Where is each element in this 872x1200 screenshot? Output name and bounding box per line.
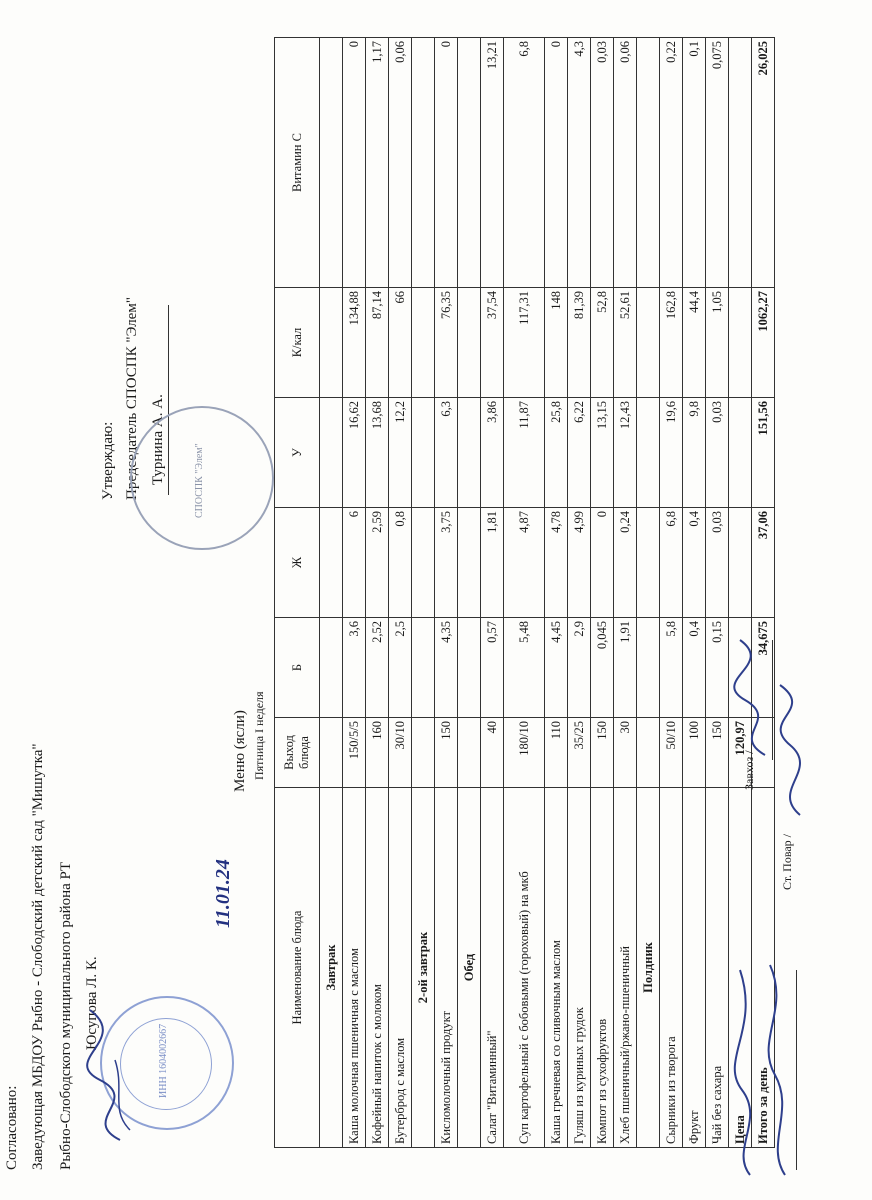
dish-name: Кисломолочный продукт	[435, 788, 458, 1148]
dish-name: Чай без сахара	[706, 788, 729, 1148]
value-cell: 19,6	[660, 398, 683, 508]
left-stamp-text: ИНН 1604002667	[158, 1023, 169, 1098]
value-cell: 162,8	[660, 288, 683, 398]
value-cell: 40	[481, 718, 504, 788]
right-stamp	[130, 406, 274, 550]
value-cell: 6,8	[660, 508, 683, 618]
empty-cell	[458, 618, 481, 718]
value-cell: 150/5/5	[343, 718, 366, 788]
value-cell: 9,8	[683, 398, 706, 508]
header-kcal: К/кал	[275, 288, 320, 398]
value-cell: 0,57	[481, 618, 504, 718]
value-cell: 12,2	[389, 398, 412, 508]
handwritten-date: 11.01.24	[212, 859, 234, 928]
value-cell: 0,1	[683, 38, 706, 288]
dish-name: Бутерброд с маслом	[389, 788, 412, 1148]
total-label: Итого за день	[752, 788, 775, 1148]
header-protein: Б	[275, 618, 320, 718]
empty-cell	[320, 288, 343, 398]
dish-name: Каша гречневая со сливочным маслом	[545, 788, 568, 1148]
dish-name: Фрукт	[683, 788, 706, 1148]
approved-label: Утверждаю:	[100, 421, 116, 500]
value-cell: 3,75	[435, 508, 458, 618]
value-cell: 0,075	[706, 38, 729, 288]
value-cell: 117,31	[504, 288, 545, 398]
table-row	[706, 38, 729, 1148]
section-title: Обед	[458, 788, 481, 1148]
empty-cell	[637, 718, 660, 788]
approved-position: Председатель СПОСПК "Элем"	[124, 297, 140, 500]
value-cell: 12,43	[614, 398, 637, 508]
empty-cell	[458, 288, 481, 398]
value-cell: 1,05	[706, 288, 729, 398]
section-row	[412, 38, 435, 1148]
value-cell: 0	[435, 38, 458, 288]
value-cell: 0,22	[660, 38, 683, 288]
value-cell: 44,4	[683, 288, 706, 398]
price-value: 120,97	[729, 718, 752, 788]
chef-signature	[770, 680, 830, 820]
empty-cell	[637, 288, 660, 398]
menu-title: Меню (ясли)	[232, 710, 248, 792]
value-cell: 0	[343, 38, 366, 288]
empty-cell	[729, 398, 752, 508]
value-cell: 16,62	[343, 398, 366, 508]
value-cell: 0,045	[591, 618, 614, 718]
value-cell: 150	[591, 718, 614, 788]
header-carbs: У	[275, 398, 320, 508]
section-title: Полдник	[637, 788, 660, 1148]
value-cell: 110	[545, 718, 568, 788]
dish-name: Суп картофельный с бобовыми (гороховый) на мкб	[504, 788, 545, 1148]
value-cell: 1,91	[614, 618, 637, 718]
empty-cell	[320, 38, 343, 288]
agreed-name: Юсупова Л. К.	[84, 956, 100, 1050]
table-row	[366, 38, 389, 1148]
value-cell: 150	[435, 718, 458, 788]
value-cell: 2,9	[568, 618, 591, 718]
empty-cell	[412, 508, 435, 618]
empty-cell	[458, 398, 481, 508]
value-cell: 0,03	[706, 398, 729, 508]
menu-subtitle: Пятница I неделя	[252, 691, 266, 780]
value-cell: 134,88	[343, 288, 366, 398]
value-cell: 0,4	[683, 618, 706, 718]
value-cell: 0,06	[389, 38, 412, 288]
value-cell: 0	[591, 508, 614, 618]
table-row	[504, 38, 545, 1148]
empty-cell	[412, 288, 435, 398]
value-cell: 1,17	[366, 38, 389, 288]
value-cell: 0,15	[706, 618, 729, 718]
value-cell: 150	[706, 718, 729, 788]
total-value: 1062,27	[752, 288, 775, 398]
dish-name: Каша молочная пшеничная с маслом	[343, 788, 366, 1148]
table-row	[614, 38, 637, 1148]
section-row	[637, 38, 660, 1148]
value-cell: 13,21	[481, 38, 504, 288]
table-header-row	[275, 38, 320, 1148]
value-cell: 0,03	[591, 38, 614, 288]
table-row	[683, 38, 706, 1148]
header-vitamin-c: Витамин С	[275, 38, 320, 288]
agreed-district: Рыбно-Слободского муниципального района РТ	[58, 861, 74, 1170]
agreed-position: Заведующая МБДОУ Рыбно - Слободский детский сад "Мишутка"	[30, 743, 46, 1170]
empty-cell	[637, 618, 660, 718]
value-cell: 3,86	[481, 398, 504, 508]
value-cell: 50/10	[660, 718, 683, 788]
dish-name: Гуляш из куриных грудок	[568, 788, 591, 1148]
value-cell: 3,6	[343, 618, 366, 718]
storekeeper-label: Завхоз /	[742, 750, 756, 790]
dish-name: Сырники из творога	[660, 788, 683, 1148]
empty-cell	[412, 718, 435, 788]
left-signature	[70, 1000, 150, 1150]
empty-cell	[637, 38, 660, 288]
dish-name: Кофейный напиток с молоком	[366, 788, 389, 1148]
value-cell: 148	[545, 288, 568, 398]
table-row	[660, 38, 683, 1148]
empty-cell	[458, 718, 481, 788]
menu-table	[274, 37, 775, 1148]
table-row	[481, 38, 504, 1148]
dish-name: Компот из сухофруктов	[591, 788, 614, 1148]
value-cell: 13,68	[366, 398, 389, 508]
value-cell: 4,78	[545, 508, 568, 618]
value-cell: 4,45	[545, 618, 568, 718]
value-cell: 4,35	[435, 618, 458, 718]
empty-cell	[729, 38, 752, 288]
value-cell: 5,48	[504, 618, 545, 718]
empty-cell	[458, 38, 481, 288]
value-cell: 6,3	[435, 398, 458, 508]
approved-name: Турнина А. А.	[150, 394, 166, 485]
value-cell: 6,8	[504, 38, 545, 288]
value-cell: 11,87	[504, 398, 545, 508]
value-cell: 52,8	[591, 288, 614, 398]
right-stamp-text: СПОСПК "Элем"	[194, 443, 205, 518]
header-dish: Наименование блюда	[275, 788, 320, 1148]
empty-cell	[729, 508, 752, 618]
value-cell: 4,3	[568, 38, 591, 288]
value-cell: 2,59	[366, 508, 389, 618]
section-row	[458, 38, 481, 1148]
value-cell: 0,8	[389, 508, 412, 618]
dish-name: Салат "Витаминный"	[481, 788, 504, 1148]
table-row	[343, 38, 366, 1148]
value-cell: 25,8	[545, 398, 568, 508]
empty-cell	[320, 508, 343, 618]
value-cell: 6,22	[568, 398, 591, 508]
total-value: 151,56	[752, 398, 775, 508]
empty-cell	[412, 618, 435, 718]
value-cell: 81,39	[568, 288, 591, 398]
total-value: 34,675	[752, 618, 775, 718]
value-cell: 1,81	[481, 508, 504, 618]
section-row	[320, 38, 343, 1148]
value-cell: 6	[343, 508, 366, 618]
value-cell: 13,15	[591, 398, 614, 508]
value-cell: 66	[389, 288, 412, 398]
value-cell: 100	[683, 718, 706, 788]
value-cell: 2,52	[366, 618, 389, 718]
empty-cell	[637, 508, 660, 618]
table-row	[435, 38, 458, 1148]
value-cell: 0,03	[706, 508, 729, 618]
value-cell: 37,54	[481, 288, 504, 398]
header-portion: Выход блюда	[275, 718, 320, 788]
total-value: 26,025	[752, 38, 775, 288]
value-cell: 180/10	[504, 718, 545, 788]
empty-cell	[458, 508, 481, 618]
table-row	[545, 38, 568, 1148]
value-cell: 76,35	[435, 288, 458, 398]
empty-cell	[320, 398, 343, 508]
header-fat: Ж	[275, 508, 320, 618]
price-label: Цена	[729, 788, 752, 1148]
value-cell: 52,61	[614, 288, 637, 398]
value-cell: 160	[366, 718, 389, 788]
table-row	[591, 38, 614, 1148]
section-title: 2-ой завтрак	[412, 788, 435, 1148]
chef-label: Ст. Повар /	[780, 833, 794, 890]
value-cell: 0	[545, 38, 568, 288]
section-title: Завтрак	[320, 788, 343, 1148]
value-cell: 87,14	[366, 288, 389, 398]
handwritten-names	[730, 960, 800, 1180]
value-cell: 4,99	[568, 508, 591, 618]
empty-cell	[412, 398, 435, 508]
value-cell: 5,8	[660, 618, 683, 718]
table-row	[389, 38, 412, 1148]
empty-cell	[412, 38, 435, 288]
agreed-label: Согласовано:	[4, 1085, 20, 1170]
table-row	[568, 38, 591, 1148]
value-cell: 35/25	[568, 718, 591, 788]
empty-cell	[729, 288, 752, 398]
value-cell: 0,24	[614, 508, 637, 618]
empty-cell	[320, 618, 343, 718]
empty-cell	[637, 398, 660, 508]
total-value: 37,06	[752, 508, 775, 618]
value-cell: 4,87	[504, 508, 545, 618]
empty-cell	[320, 718, 343, 788]
value-cell: 0,4	[683, 508, 706, 618]
value-cell: 0,06	[614, 38, 637, 288]
value-cell: 30	[614, 718, 637, 788]
value-cell: 30/10	[389, 718, 412, 788]
value-cell: 2,5	[389, 618, 412, 718]
dish-name: Хлеб пшеничный/ржано-пшеничный	[614, 788, 637, 1148]
